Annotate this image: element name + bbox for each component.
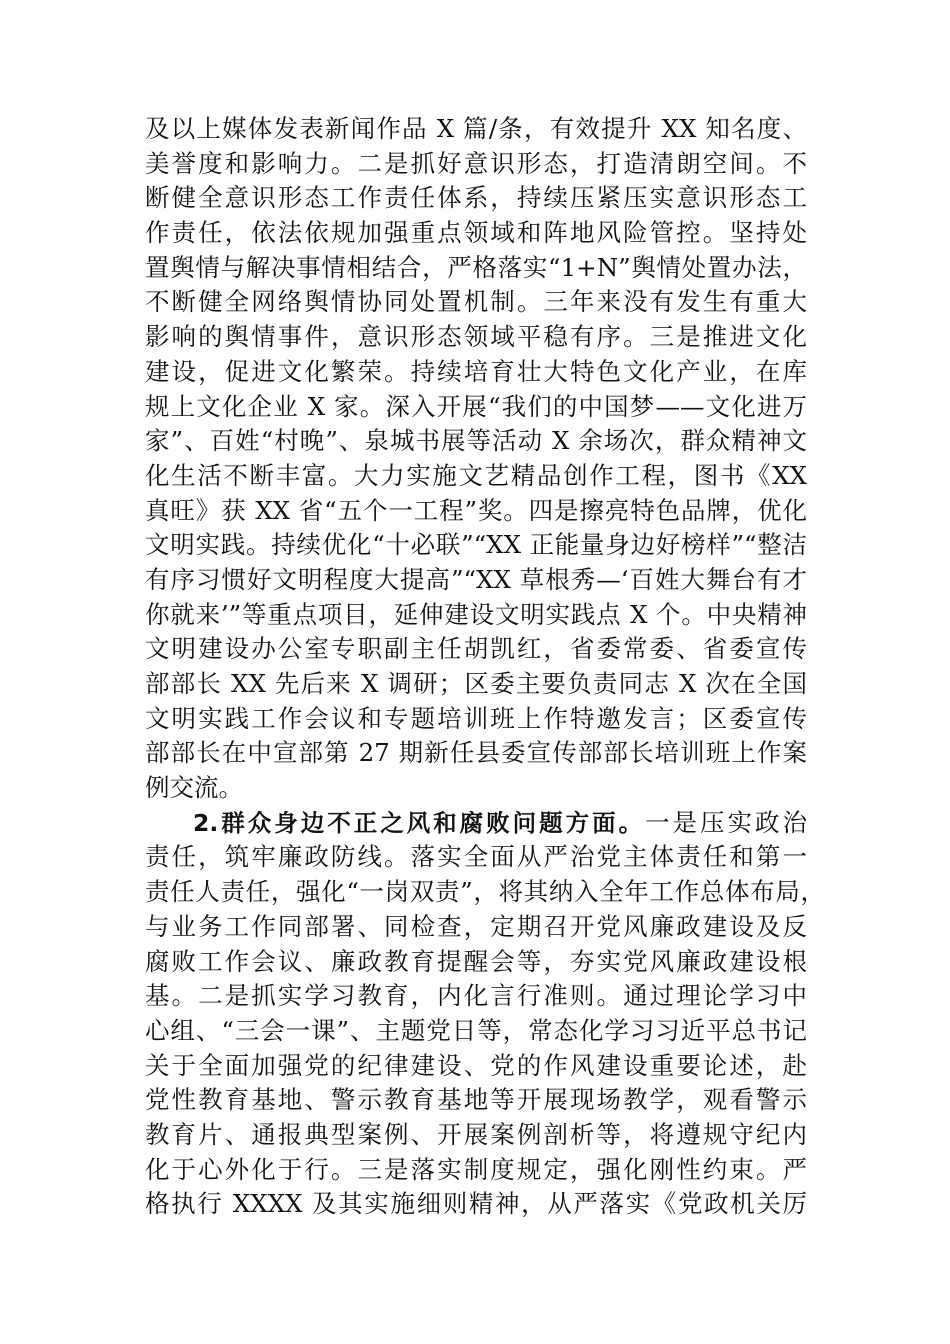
text-line: 有序习惯好文明程度大提高”“XX 草根秀—‘百姓大舞台有才	[145, 564, 807, 594]
text-line: 与业务工作同部署、同检查，定期召开党风廉政建设及反	[145, 911, 807, 941]
text-line: 不断健全网络舆情协同处置机制。三年来没有发生有重大	[145, 287, 807, 317]
text-line: 建设，促进文化繁荣。持续培育壮大特色文化产业，在库	[145, 356, 807, 386]
text-line: 化于心外化于行。三是落实制度规定，强化刚性约束。严	[145, 1154, 807, 1184]
text-line: 真旺》获 XX 省“五个一工程”奖。四是擦亮特色品牌，优化	[145, 495, 807, 525]
text-line: 作责任，依法依规加强重点领域和阵地风险管控。坚持处	[145, 218, 807, 248]
text-line: 美誉度和影响力。二是抓好意识形态，打造清朗空间。不	[145, 148, 807, 178]
text-line: 文明实践。持续优化“十必联”“XX 正能量身边好榜样”“整洁	[145, 530, 807, 560]
text-line: 及以上媒体发表新闻作品 X 篇/条，有效提升 XX 知名度、	[145, 114, 807, 143]
text-line: 文明建设办公室专职副主任胡凯红，省委常委、省委宣传	[145, 634, 807, 664]
text-line: 化生活不断丰富。大力实施文艺精品创作工程，图书《XX	[145, 460, 807, 490]
text-line: 文明实践工作会议和专题培训班上作特邀发言；区委宣传	[145, 703, 807, 733]
text-line: 部部长 XX 先后来 X 调研；区委主要负责同志 X 次在全国	[145, 669, 807, 698]
text-line	[145, 806, 807, 841]
text-line: 规上文化企业 X 家。深入开展“我们的中国梦——文化进万	[145, 391, 807, 421]
text-line: 你就来’”等重点项目，延伸建设文明实践点 X 个。中央精神	[145, 599, 807, 629]
text-line: 党性教育基地、警示教育基地等开展现场教学，观看警示	[145, 1085, 807, 1115]
text-line: 责任，筑牢廉政防线。落实全面从严治党主体责任和第一	[145, 842, 807, 872]
text-line: 家”、百姓“村晚”、泉城书展等活动 X 余场次，群众精神文	[145, 426, 807, 456]
heading-line-rest: 一是压实政治	[645, 807, 807, 837]
section-heading: 2.群众身边不正之风和腐败问题方面。	[193, 808, 646, 837]
text-line: 关于全面加强党的纪律建设、党的作风建设重要论述，赴	[145, 1050, 807, 1080]
text-line: 基。二是抓实学习教育，内化言行准则。通过理论学习中	[145, 981, 807, 1011]
text-line: 断健全意识形态工作责任体系，持续压紧压实意识形态工	[145, 183, 807, 213]
text-line: 责任人责任，强化“一岗双责”，将其纳入全年工作总体布局，	[145, 877, 825, 907]
text-line: 影响的舆情事件，意识形态领域平稳有序。三是推进文化	[145, 322, 807, 352]
paragraph-culture	[145, 112, 807, 806]
paragraph-integrity	[145, 806, 825, 1222]
text-line: 心组、“三会一课”、主题党日等，常态化学习习近平总书记	[145, 1015, 807, 1045]
text-line: 教育片、通报典型案例、开展案例剖析等，将遵规守纪内	[145, 1119, 807, 1149]
document-page	[145, 112, 825, 1222]
text-line: 腐败工作会议、廉政教育提醒会等，夯实党风廉政建设根	[145, 946, 807, 976]
text-line: 例交流。	[145, 773, 243, 803]
text-line: 部部长在中宣部第 27 期新任县委宣传部部长培训班上作案	[145, 738, 807, 768]
text-line: 格执行 XXXX 及其实施细则精神，从严落实《党政机关厉	[145, 1189, 807, 1219]
text-line: 置舆情与解决事情相结合，严格落实“1+N”舆情处置办法，	[145, 252, 807, 282]
